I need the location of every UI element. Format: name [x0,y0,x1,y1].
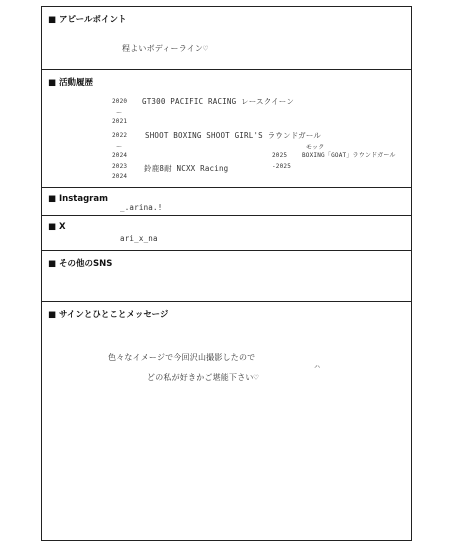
appeal-label: ■ アピールポイント [48,15,127,25]
activity-year: 2024 [112,173,128,180]
other-sns-section [42,251,411,302]
activity-year: 2024 [112,152,128,159]
activity-right-text: BOXING「GOAT」ラウンドガール [302,152,396,159]
activity-text: 鈴鹿8耐 NCXX Racing [144,164,229,173]
instagram-label: ■ Instagram [48,194,108,204]
activity-year: 〜 [116,110,123,117]
x-label: ■ X [48,222,66,232]
message-section [42,302,411,542]
other-sns-label: ■ その他のSNS [48,259,113,269]
activity-text: SHOOT BOXING SHOOT GIRL'S ラウンドガール [145,131,322,140]
activity-right-year: 2025 [272,152,288,159]
activity-year: 2023 [112,163,128,170]
instagram-section [42,188,411,216]
message-label: ■ サインとひとことメッセージ [48,310,169,320]
appeal-section [42,7,411,70]
activity-year: 2020 [112,98,128,105]
activity-year: 2022 [112,132,128,139]
message-line-2: どの私が好きかご堪能下さい♡ [147,373,259,382]
activity-year: 〜 [116,144,123,151]
activity-right-note: モック [306,144,325,151]
activity-section [42,70,411,188]
activity-label: ■ 活動履歴 [48,78,93,88]
x-section [42,216,411,251]
profile-sheet [41,6,412,541]
activity-right-end: -2025 [272,163,292,170]
appeal-text: 程よいボディーライン♡ [122,44,209,53]
activity-text: GT300 PACIFIC RACING レースクイーン [142,97,295,106]
instagram-handle: _.arina.! [120,203,163,212]
activity-year: 2021 [112,118,128,125]
message-line-1: 色々なイメージで今回沢山撮影したので [108,353,256,362]
x-handle: ari_x_na [120,234,158,243]
message-annotation: ハ [314,364,321,371]
